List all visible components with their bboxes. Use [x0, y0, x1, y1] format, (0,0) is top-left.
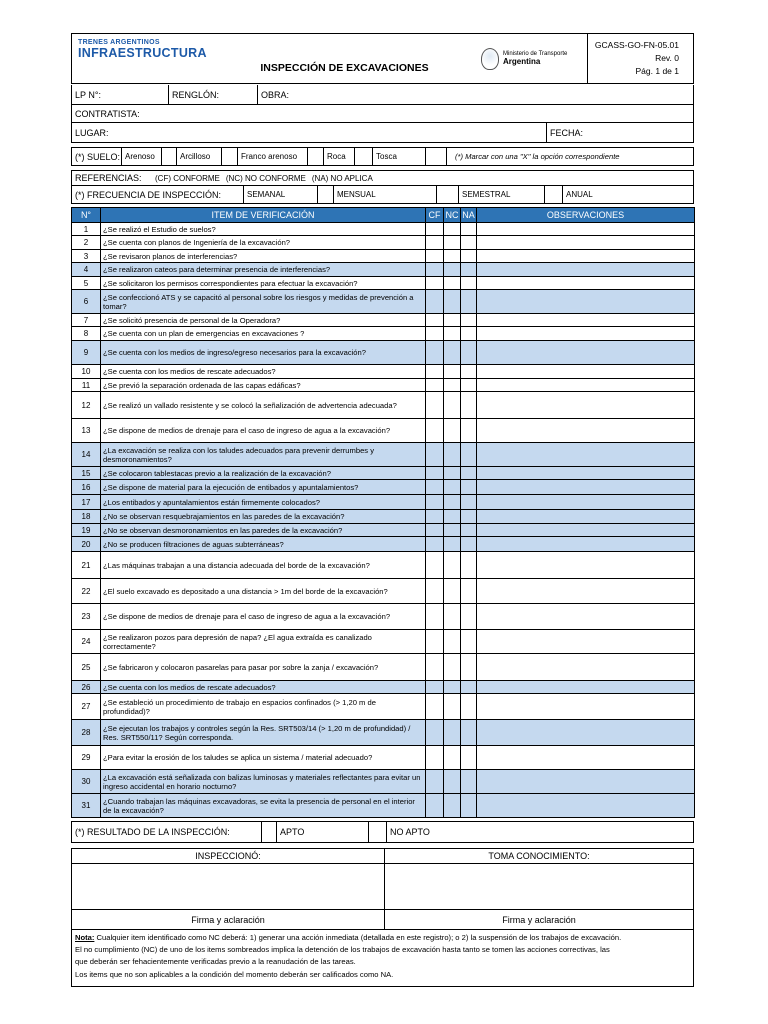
observaciones-field[interactable]	[477, 365, 695, 379]
item-text: ¿Se realizaron cateos para determinar presencia de interferencias?	[101, 263, 426, 277]
table-row	[72, 365, 695, 379]
footnote-line-1: Cualquier item identificado como NC deberá: 1) generar una acción inmediata (detallada en este registro); o 2) la suspensión de los trabajos de excavación.	[94, 933, 622, 942]
na-checkbox[interactable]	[461, 341, 477, 365]
table-row	[72, 314, 695, 327]
frecuencia-mensual: MENSUAL	[334, 186, 437, 203]
cf-checkbox[interactable]	[426, 720, 444, 746]
na-checkbox[interactable]	[461, 314, 477, 327]
table-row	[72, 223, 695, 236]
lugar-field[interactable]: LUGAR:	[72, 123, 547, 142]
item-number: 13	[72, 419, 101, 443]
item-number: 6	[72, 290, 101, 314]
item-number: 14	[72, 443, 101, 467]
observaciones-field[interactable]	[477, 654, 695, 681]
ministry-name: Ministerio de Transporte	[503, 51, 568, 57]
observaciones-field[interactable]	[477, 236, 695, 250]
nc-checkbox[interactable]	[444, 467, 461, 480]
table-row	[72, 537, 695, 552]
item-text: ¿Se ejecutan los trabajos y controles según la Res. SRT503/14 (> 1,20 m de profundidad) / Res. SRT550/11? Según corresponda.	[101, 720, 426, 746]
col-header-cf: CF	[426, 208, 444, 223]
item-number: 1	[72, 223, 101, 236]
na-checkbox[interactable]	[461, 794, 477, 818]
item-number: 8	[72, 327, 101, 341]
general-info	[71, 85, 694, 143]
table-row	[72, 720, 695, 746]
cf-checkbox[interactable]	[426, 604, 444, 630]
cf-checkbox[interactable]	[426, 236, 444, 250]
nc-checkbox[interactable]	[444, 379, 461, 392]
nc-checkbox[interactable]	[444, 746, 461, 770]
na-checkbox[interactable]	[461, 379, 477, 392]
table-row	[72, 290, 695, 314]
item-text: ¿Se cuenta con los medios de rescate adecuados?	[101, 365, 426, 379]
item-text: ¿Se realizaron pozos para depresión de napa? ¿El agua extraída es canalizado correctamente?	[101, 630, 426, 654]
item-text: ¿Se dispone de medios de drenaje para el caso de ingreso de agua a la excavación?	[101, 604, 426, 630]
document-page: Pág. 1 de 1	[635, 66, 679, 76]
na-checkbox[interactable]	[461, 392, 477, 419]
cf-checkbox[interactable]	[426, 467, 444, 480]
document-revision: Rev. 0	[655, 53, 679, 63]
observaciones-field[interactable]	[477, 604, 695, 630]
observaciones-field[interactable]	[477, 277, 695, 290]
na-checkbox[interactable]	[461, 495, 477, 510]
footnote-line-3: que deberán ser fehacientemente verificadas previo a la reanudación de las tareas.	[75, 957, 356, 967]
col-header-num: N°	[72, 208, 101, 223]
col-header-nc: NC	[444, 208, 461, 223]
item-text: ¿No se observan resquebrajamientos en las paredes de la excavación?	[101, 510, 426, 524]
verification-table	[71, 207, 695, 818]
resultado-checkbox-no-apto[interactable]	[369, 822, 387, 842]
item-number: 24	[72, 630, 101, 654]
firma-aclaracion-2: Firma y aclaración	[502, 914, 576, 925]
cf-checkbox[interactable]	[426, 630, 444, 654]
observaciones-field[interactable]	[477, 250, 695, 263]
table-row	[72, 694, 695, 720]
nc-checkbox[interactable]	[444, 327, 461, 341]
nc-checkbox[interactable]	[444, 223, 461, 236]
observaciones-field[interactable]	[477, 327, 695, 341]
table-row	[72, 277, 695, 290]
item-text: ¿Se cuenta con los medios de rescate adecuados?	[101, 681, 426, 694]
item-number: 9	[72, 341, 101, 365]
nc-checkbox[interactable]	[444, 263, 461, 277]
nc-checkbox[interactable]	[444, 654, 461, 681]
table-row	[72, 746, 695, 770]
frecuencia-row	[72, 186, 693, 203]
na-checkbox[interactable]	[461, 770, 477, 794]
item-text: ¿La excavación está señalizada con balizas luminosas y materiales reflectantes para evitar un ingreso accidental en horario nocturno?	[101, 770, 426, 794]
cf-checkbox[interactable]	[426, 510, 444, 524]
nc-checkbox[interactable]	[444, 579, 461, 604]
item-text: ¿Se previó la separación ordenada de las capas edáficas?	[101, 379, 426, 392]
observaciones-field[interactable]	[477, 579, 695, 604]
item-text: ¿Se revisaron planos de interferencias?	[101, 250, 426, 263]
item-number: 28	[72, 720, 101, 746]
table-row	[72, 341, 695, 365]
item-number: 23	[72, 604, 101, 630]
suelo-option-roca: Roca	[324, 148, 355, 165]
na-checkbox[interactable]	[461, 604, 477, 630]
nc-checkbox[interactable]	[444, 630, 461, 654]
item-text: ¿Se colocaron tablestacas previo a la realización de la excavación?	[101, 467, 426, 480]
cf-checkbox[interactable]	[426, 495, 444, 510]
item-number: 19	[72, 524, 101, 537]
toma-conocimiento-label: TOMA CONOCIMIENTO:	[488, 851, 590, 861]
observaciones-field[interactable]	[477, 524, 695, 537]
firma-aclaracion-1: Firma y aclaración	[72, 910, 385, 929]
observaciones-field[interactable]	[477, 746, 695, 770]
nc-checkbox[interactable]	[444, 694, 461, 720]
resultado-no-apto: NO APTO	[390, 827, 430, 837]
item-number: 27	[72, 694, 101, 720]
item-number: 5	[72, 277, 101, 290]
observaciones-field[interactable]	[477, 341, 695, 365]
inspecciono-signature-area[interactable]	[72, 864, 385, 909]
cf-checkbox[interactable]	[426, 327, 444, 341]
nc-checkbox[interactable]	[444, 510, 461, 524]
lugar-row	[72, 123, 693, 142]
cf-checkbox[interactable]	[426, 379, 444, 392]
na-checkbox[interactable]	[461, 694, 477, 720]
cf-checkbox[interactable]	[426, 392, 444, 419]
cf-checkbox[interactable]	[426, 365, 444, 379]
observaciones-field[interactable]	[477, 552, 695, 579]
logo-top-text: TRENES ARGENTINOS	[78, 39, 160, 46]
na-checkbox[interactable]	[461, 720, 477, 746]
item-number: 10	[72, 365, 101, 379]
cf-checkbox[interactable]	[426, 419, 444, 443]
footnote-line-2: El no cumplimiento (NC) de uno de los items sombreados implica la detención de los trabajos de excavación hasta tanto se tomen las acciones correctivas, las	[75, 945, 610, 955]
item-text: ¿Se solicitó presencia de personal de la Operadora?	[101, 314, 426, 327]
table-header-row	[72, 208, 695, 223]
observaciones-field[interactable]	[477, 681, 695, 694]
item-text: ¿Se dispone de medios de drenaje para el caso de ingreso de agua a la excavación?	[101, 419, 426, 443]
table-row	[72, 327, 695, 341]
item-text: ¿Se fabricaron y colocaron pasarelas para pasar por sobre la zanja / excavación?	[101, 654, 426, 681]
table-row	[72, 794, 695, 818]
nc-checkbox[interactable]	[444, 419, 461, 443]
col-header-observaciones: OBSERVACIONES	[477, 208, 695, 223]
na-checkbox[interactable]	[461, 419, 477, 443]
observaciones-field[interactable]	[477, 419, 695, 443]
na-checkbox[interactable]	[461, 552, 477, 579]
na-checkbox[interactable]	[461, 290, 477, 314]
item-number: 2	[72, 236, 101, 250]
na-checkbox[interactable]	[461, 236, 477, 250]
referencia-na: (NA) NO APLICA	[311, 173, 373, 183]
nc-checkbox[interactable]	[444, 314, 461, 327]
observaciones-field[interactable]	[477, 720, 695, 746]
na-checkbox[interactable]	[461, 630, 477, 654]
frecuencia-checkbox-mensual[interactable]	[437, 186, 459, 203]
na-checkbox[interactable]	[461, 467, 477, 480]
suelo-checkbox-franco-arenoso[interactable]	[308, 148, 324, 165]
cf-checkbox[interactable]	[426, 770, 444, 794]
cf-checkbox[interactable]	[426, 579, 444, 604]
na-checkbox[interactable]	[461, 327, 477, 341]
table-row	[72, 236, 695, 250]
observaciones-field[interactable]	[477, 495, 695, 510]
suelo-checkbox-arenoso[interactable]	[162, 148, 177, 165]
item-text: ¿Se cuenta con un plan de emergencias en excavaciones ?	[101, 327, 426, 341]
item-number: 11	[72, 379, 101, 392]
na-checkbox[interactable]	[461, 480, 477, 495]
nc-checkbox[interactable]	[444, 604, 461, 630]
item-text: ¿Las máquinas trabajan a una distancia adecuada del borde de la excavación?	[101, 552, 426, 579]
observaciones-field[interactable]	[477, 290, 695, 314]
cf-checkbox[interactable]	[426, 290, 444, 314]
item-number: 26	[72, 681, 101, 694]
footnote	[71, 930, 694, 987]
cf-checkbox[interactable]	[426, 681, 444, 694]
observaciones-field[interactable]	[477, 510, 695, 524]
suelo-option-tosca: Tosca	[373, 148, 426, 165]
observaciones-field[interactable]	[477, 314, 695, 327]
item-number: 20	[72, 537, 101, 552]
observaciones-field[interactable]	[477, 770, 695, 794]
referencias-block	[71, 170, 694, 204]
ministry-logo	[477, 34, 587, 83]
observaciones-field[interactable]	[477, 263, 695, 277]
item-number: 18	[72, 510, 101, 524]
cf-checkbox[interactable]	[426, 263, 444, 277]
cf-checkbox[interactable]	[426, 250, 444, 263]
resultado-label: (*) RESULTADO DE LA INSPECCIÓN:	[72, 822, 262, 842]
contratista-row	[72, 105, 693, 123]
na-checkbox[interactable]	[461, 277, 477, 290]
nc-checkbox[interactable]	[444, 770, 461, 794]
cf-checkbox[interactable]	[426, 537, 444, 552]
cf-checkbox[interactable]	[426, 223, 444, 236]
nc-checkbox[interactable]	[444, 495, 461, 510]
item-text: ¿Se dispone de material para la ejecución de entibados y apuntalamientos?	[101, 480, 426, 495]
suelo-note: (*) Marcar con una "X" la opción correspondiente	[455, 152, 620, 161]
item-text: ¿Para evitar la erosión de los taludes se aplica un sistema / material adecuado?	[101, 746, 426, 770]
item-number: 4	[72, 263, 101, 277]
na-checkbox[interactable]	[461, 654, 477, 681]
logo-main-text: INFRAESTRUCTURA	[78, 46, 207, 60]
suelo-checkbox-roca[interactable]	[355, 148, 373, 165]
nc-checkbox[interactable]	[444, 250, 461, 263]
nc-checkbox[interactable]	[444, 290, 461, 314]
footnote-label: Nota:	[75, 933, 95, 942]
na-checkbox[interactable]	[461, 510, 477, 524]
observaciones-field[interactable]	[477, 537, 695, 552]
nc-checkbox[interactable]	[444, 524, 461, 537]
suelo-option-arenoso: Arenoso	[122, 148, 162, 165]
referencia-nc: (NC) NO CONFORME	[225, 173, 306, 183]
item-text: ¿Se realizó un vallado resistente y se colocó la señalización de advertencia adecuada?	[101, 392, 426, 419]
form-title: INSPECCIÓN DE EXCAVACIONES	[260, 62, 429, 74]
country-name: Argentina	[503, 57, 541, 66]
table-body	[72, 223, 695, 818]
item-number: 22	[72, 579, 101, 604]
form-header	[71, 33, 694, 84]
item-text: ¿Se cuenta con los medios de ingreso/egreso necesarios para la excavación?	[101, 341, 426, 365]
nc-checkbox[interactable]	[444, 480, 461, 495]
nc-checkbox[interactable]	[444, 392, 461, 419]
frecuencia-label: (*) FRECUENCIA DE INSPECCIÓN:	[72, 186, 244, 203]
item-text: ¿La excavación se realiza con los taludes adecuados para prevenir derrumbes y desmoronamientos?	[101, 443, 426, 467]
firmas-block	[71, 848, 694, 930]
observaciones-field[interactable]	[477, 694, 695, 720]
item-text: ¿Se realizó el Estudio de suelos?	[101, 223, 426, 236]
col-header-item: ITEM DE VERIFICACIÓN	[101, 208, 426, 223]
cf-checkbox[interactable]	[426, 794, 444, 818]
table-row	[72, 495, 695, 510]
table-row	[72, 263, 695, 277]
cf-checkbox[interactable]	[426, 277, 444, 290]
coat-of-arms-icon	[481, 48, 499, 70]
nc-checkbox[interactable]	[444, 236, 461, 250]
item-text: ¿El suelo excavado es depositado a una distancia > 1m del borde de la excavación?	[101, 579, 426, 604]
toma-conocimiento-signature-area[interactable]	[385, 864, 693, 909]
resultado-apto: APTO	[277, 822, 369, 842]
cf-checkbox[interactable]	[426, 443, 444, 467]
item-number: 21	[72, 552, 101, 579]
item-text: ¿Se confeccionó ATS y se capacitó al personal sobre los riesgos y medidas de prevención a tomar?	[101, 290, 426, 314]
na-checkbox[interactable]	[461, 537, 477, 552]
fecha-field[interactable]: FECHA:	[550, 127, 584, 138]
na-checkbox[interactable]	[461, 263, 477, 277]
nc-checkbox[interactable]	[444, 277, 461, 290]
resultado-row	[71, 821, 694, 843]
table-row	[72, 654, 695, 681]
nc-checkbox[interactable]	[444, 341, 461, 365]
table-row	[72, 524, 695, 537]
na-checkbox[interactable]	[461, 681, 477, 694]
item-text: ¿Los entibados y apuntalamientos están firmemente colocados?	[101, 495, 426, 510]
footnote-line-4: Los items que no son aplicables a la condición del momento deberán ser calificados como NA.	[75, 969, 394, 979]
item-text: ¿No se producen filtraciones de aguas subterráneas?	[101, 537, 426, 552]
contratista-field[interactable]: CONTRATISTA:	[75, 108, 140, 119]
resultado-checkbox-apto[interactable]	[262, 822, 277, 842]
suelo-option-arcilloso: Arcilloso	[177, 148, 222, 165]
frecuencia-checkbox-semanal[interactable]	[318, 186, 334, 203]
observaciones-field[interactable]	[477, 480, 695, 495]
cf-checkbox[interactable]	[426, 746, 444, 770]
suelo-checkbox-arcilloso[interactable]	[222, 148, 238, 165]
referencias-label: REFERENCIAS:	[75, 173, 142, 183]
table-row	[72, 250, 695, 263]
cf-checkbox[interactable]	[426, 524, 444, 537]
nc-checkbox[interactable]	[444, 365, 461, 379]
table-row	[72, 604, 695, 630]
observaciones-field[interactable]	[477, 794, 695, 818]
item-number: 29	[72, 746, 101, 770]
table-row	[72, 510, 695, 524]
na-checkbox[interactable]	[461, 579, 477, 604]
item-number: 15	[72, 467, 101, 480]
referencias-row	[72, 171, 693, 186]
table-row	[72, 770, 695, 794]
cf-checkbox[interactable]	[426, 552, 444, 579]
lp-row	[72, 85, 693, 105]
inspecciono-label: INSPECCIONÓ:	[72, 849, 385, 863]
table-row	[72, 419, 695, 443]
company-logo	[72, 34, 212, 83]
nc-checkbox[interactable]	[444, 537, 461, 552]
observaciones-field[interactable]	[477, 443, 695, 467]
na-checkbox[interactable]	[461, 223, 477, 236]
observaciones-field[interactable]	[477, 467, 695, 480]
na-checkbox[interactable]	[461, 524, 477, 537]
observaciones-field[interactable]	[477, 223, 695, 236]
table-row	[72, 552, 695, 579]
obra-field[interactable]: OBRA:	[261, 89, 290, 100]
observaciones-field[interactable]	[477, 630, 695, 654]
document-info	[587, 34, 693, 83]
na-checkbox[interactable]	[461, 443, 477, 467]
lp-field[interactable]: LP N°:	[72, 85, 169, 104]
cf-checkbox[interactable]	[426, 314, 444, 327]
cf-checkbox[interactable]	[426, 341, 444, 365]
suelo-label: (*) SUELO:	[72, 148, 122, 165]
document-code: GCASS-GO-FN-05.01	[594, 40, 679, 50]
na-checkbox[interactable]	[461, 746, 477, 770]
table-row	[72, 480, 695, 495]
renglon-field[interactable]: RENGLÓN:	[169, 85, 258, 104]
nc-checkbox[interactable]	[444, 681, 461, 694]
item-text: ¿Cuando trabajan las máquinas excavadoras, se evita la presencia de personal en el interior de la excavación?	[101, 794, 426, 818]
suelo-option-franco-arenoso: Franco arenoso	[238, 148, 308, 165]
item-number: 30	[72, 770, 101, 794]
frecuencia-anual: ANUAL	[566, 190, 593, 199]
item-number: 12	[72, 392, 101, 419]
table-row	[72, 443, 695, 467]
table-row	[72, 379, 695, 392]
nc-checkbox[interactable]	[444, 443, 461, 467]
suelo-checkbox-tosca[interactable]	[426, 148, 447, 165]
cf-checkbox[interactable]	[426, 654, 444, 681]
table-row	[72, 392, 695, 419]
cf-checkbox[interactable]	[426, 480, 444, 495]
table-row	[72, 630, 695, 654]
table-row	[72, 681, 695, 694]
nc-checkbox[interactable]	[444, 552, 461, 579]
item-text: ¿No se observan desmoronamientos en las paredes de la excavación?	[101, 524, 426, 537]
item-text: ¿Se estableció un procedimiento de trabajo en espacios confinados (> 1,20 m de profundidad)?	[101, 694, 426, 720]
cf-checkbox[interactable]	[426, 694, 444, 720]
item-number: 3	[72, 250, 101, 263]
frecuencia-semanal: SEMANAL	[244, 186, 318, 203]
item-number: 16	[72, 480, 101, 495]
na-checkbox[interactable]	[461, 250, 477, 263]
frecuencia-semestral: SEMESTRAL	[459, 186, 545, 203]
table-row	[72, 579, 695, 604]
item-number: 17	[72, 495, 101, 510]
na-checkbox[interactable]	[461, 365, 477, 379]
observaciones-field[interactable]	[477, 392, 695, 419]
frecuencia-checkbox-semestral[interactable]	[545, 186, 563, 203]
nc-checkbox[interactable]	[444, 720, 461, 746]
item-number: 31	[72, 794, 101, 818]
table-row	[72, 467, 695, 480]
suelo-row	[71, 147, 694, 166]
item-text: ¿Se cuenta con planos de Ingeniería de la excavación?	[101, 236, 426, 250]
observaciones-field[interactable]	[477, 379, 695, 392]
item-number: 7	[72, 314, 101, 327]
inspection-form	[71, 33, 694, 987]
referencia-cf: (CF) CONFORME	[155, 173, 220, 183]
item-text: ¿Se solicitaron los permisos correspondientes para efectuar la excavación?	[101, 277, 426, 290]
nc-checkbox[interactable]	[444, 794, 461, 818]
item-number: 25	[72, 654, 101, 681]
col-header-na: NA	[461, 208, 477, 223]
